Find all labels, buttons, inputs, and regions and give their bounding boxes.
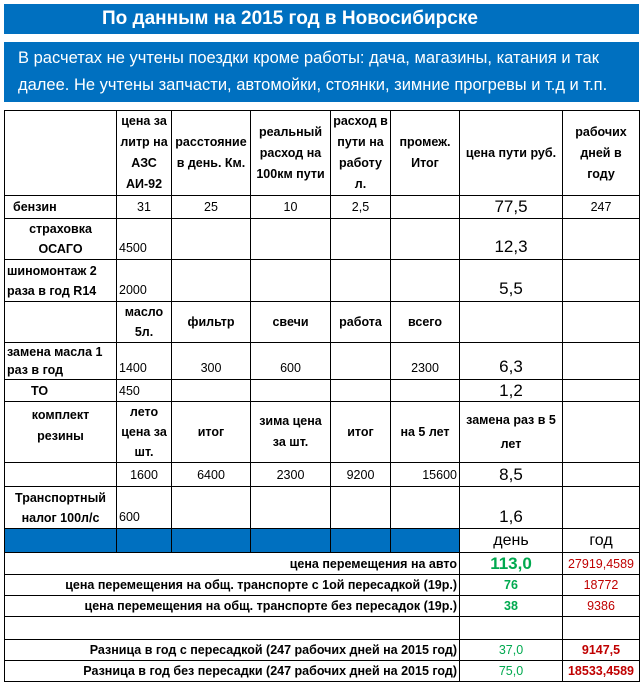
summary-row-direct <box>5 596 640 617</box>
cell-summer: 1600 <box>117 463 172 487</box>
summary-label: цена перемещения на общ. транспорте с 1ой пересадкой (19р.) <box>5 575 460 596</box>
cell-trip-price: 5,5 <box>460 260 563 302</box>
header-trip-consumption: расход в пути на работу л. <box>331 111 391 196</box>
row-tax <box>5 487 640 529</box>
summary-label: цена перемещения на авто <box>5 553 460 575</box>
summary-year: 18533,4589 <box>563 661 640 682</box>
summary-row-diff-direct <box>5 661 640 682</box>
row-label: замена масла 1 раз в год <box>5 343 117 380</box>
row-osago <box>5 219 640 260</box>
cell-trip: 2,5 <box>331 196 391 219</box>
summary-label: Разница в год без пересадки (247 рабочих дней на 2015 год) <box>5 661 460 682</box>
cell-distance: 25 <box>172 196 251 219</box>
header-oil: масло 5л. <box>117 302 172 343</box>
cell-trip-price: 6,3 <box>460 343 563 380</box>
row-label: шиномонтаж 2 раза в год R14 <box>5 260 117 302</box>
header-filter: фильтр <box>172 302 251 343</box>
summary-day: 113,0 <box>460 553 563 575</box>
cell-oil: 1400 <box>117 343 172 380</box>
summary-row-empty <box>5 617 640 640</box>
cell-value: 450 <box>117 380 172 402</box>
row-summary-header <box>5 529 640 553</box>
row-label: Транспортный налог 100л/с <box>5 487 117 529</box>
summary-day: 38 <box>460 596 563 617</box>
row-tires <box>5 260 640 302</box>
row-label: комплект резины <box>5 402 117 463</box>
summary-row-diff-transfer <box>5 640 640 661</box>
cell-trip-price: 77,5 <box>460 196 563 219</box>
header-summer: лето цена за шт. <box>117 402 172 463</box>
header-intermediate: промеж. Итог <box>391 111 460 196</box>
cell-total2: 9200 <box>331 463 391 487</box>
summary-label: Разница в год с пересадкой (247 рабочих дней на 2015 год) <box>5 640 460 661</box>
cell-five-years: 15600 <box>391 463 460 487</box>
cell-trip-price: 1,6 <box>460 487 563 529</box>
cell-trip-price: 8,5 <box>460 463 563 487</box>
header-work: работа <box>331 302 391 343</box>
cell-value: 2000 <box>117 260 172 302</box>
cell-plugs: 600 <box>251 343 331 380</box>
header-plugs: свечи <box>251 302 331 343</box>
cell-winter: 2300 <box>251 463 331 487</box>
summary-row-car <box>5 553 640 575</box>
cell-filter: 300 <box>172 343 251 380</box>
header-real-consumption: реальный расход на 100км пути <box>251 111 331 196</box>
header-five-years: на 5 лет <box>391 402 460 463</box>
row-to <box>5 380 640 402</box>
cell-total: 2300 <box>391 343 460 380</box>
summary-label: цена перемещения на общ. транспорте без пересадок (19р.) <box>5 596 460 617</box>
page-title: По данным на 2015 год в Новосибирске <box>4 4 639 34</box>
header-winter: зима цена за шт. <box>251 402 331 463</box>
cost-table <box>4 110 640 682</box>
header-distance: расстояние в день. Км. <box>172 111 251 196</box>
cell-trip-price: 1,2 <box>460 380 563 402</box>
cell-consumption: 10 <box>251 196 331 219</box>
header-row <box>5 111 640 196</box>
cell-value: 4500 <box>117 219 172 260</box>
cell-total: 6400 <box>172 463 251 487</box>
summary-day: 75,0 <box>460 661 563 682</box>
cell-trip-price: 12,3 <box>460 219 563 260</box>
row-tires-set <box>5 463 640 487</box>
header-price-per-liter: цена за литр на АЗС АИ-92 <box>117 111 172 196</box>
row-label: бензин <box>5 196 117 219</box>
header-replace: замена раз в 5 лет <box>460 402 563 463</box>
header-total: итог <box>172 402 251 463</box>
row-tires-set-headers <box>5 402 640 463</box>
row-label: ТО <box>5 380 117 402</box>
header-trip-price: цена пути руб. <box>460 111 563 196</box>
summary-day: 76 <box>460 575 563 596</box>
row-oil <box>5 343 640 380</box>
cell-value: 600 <box>117 487 172 529</box>
row-label: страховка ОСАГО <box>5 219 117 260</box>
summary-year: 27919,4589 <box>563 553 640 575</box>
row-oil-headers <box>5 302 640 343</box>
summary-row-transfer <box>5 575 640 596</box>
summary-year: 9386 <box>563 596 640 617</box>
row-petrol <box>5 196 640 219</box>
header-day: день <box>460 529 563 553</box>
summary-day: 37,0 <box>460 640 563 661</box>
summary-year: 18772 <box>563 575 640 596</box>
cell-days: 247 <box>563 196 640 219</box>
note-text: В расчетах не учтены поездки кроме работы: дача, магазины, катания и так далее. Не учтены запчасти, автомойки, стоянки, зимние прогревы и т.д и т.п. <box>4 42 639 102</box>
header-total2: итог <box>331 402 391 463</box>
header-year: год <box>563 529 640 553</box>
header-total: всего <box>391 302 460 343</box>
summary-year: 9147,5 <box>563 640 640 661</box>
cell-price: 31 <box>117 196 172 219</box>
header-work-days: рабочих дней в году <box>563 111 640 196</box>
